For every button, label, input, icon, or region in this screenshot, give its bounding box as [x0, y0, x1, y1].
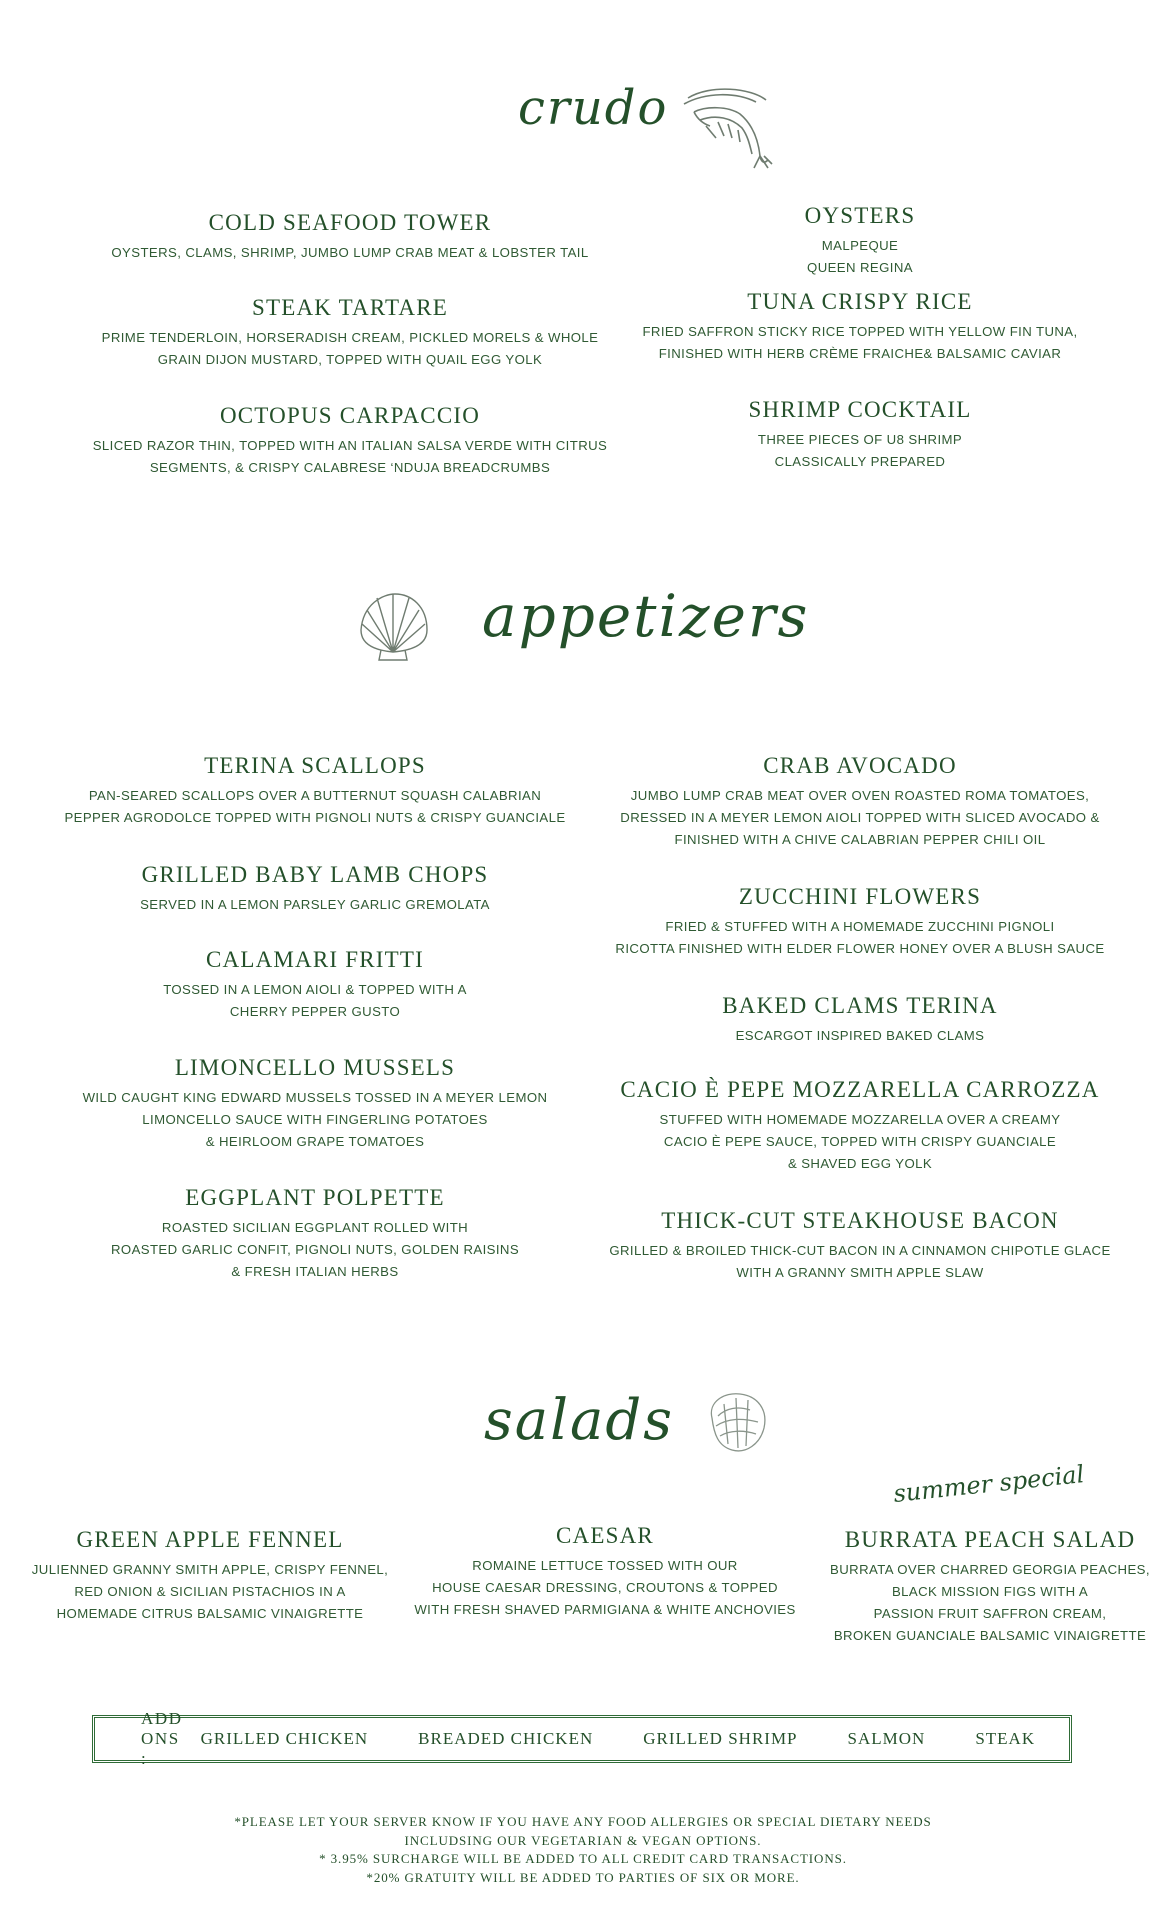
addon-option: BREADED CHICKEN	[418, 1729, 594, 1748]
note-line: * 3.95% SURCHARGE WILL BE ADDED TO ALL CREDIT CARD TRANSACTIONS.	[319, 1851, 847, 1866]
item-desc: BURRATA OVER CHARRED GEORGIA PEACHES,	[830, 1562, 1150, 1577]
item-desc: MALPEQUE	[821, 238, 899, 253]
item-name: CAESAR	[556, 1523, 654, 1548]
section-title-appetizers: appetizers	[482, 582, 810, 650]
oyster-icon	[702, 1388, 772, 1458]
item-name: ZUCCHINI FLOWERS	[738, 884, 982, 909]
menu-item	[15, 753, 615, 829]
item-desc: THREE PIECES OF U8 SHRIMP	[757, 432, 963, 447]
item-desc: LIMONCELLO SAUCE WITH FINGERLING POTATOES	[142, 1112, 488, 1127]
addons-box	[92, 1709, 1072, 1768]
item-desc: OYSTERS, CLAMS, SHRIMP, JUMBO LUMP CRAB MEAT & LOBSTER TAIL	[111, 245, 589, 260]
item-desc: ROASTED SICILIAN EGGPLANT ROLLED WITH	[161, 1220, 469, 1235]
item-desc: CLASSICALLY PREPARED	[774, 454, 946, 469]
item-desc: SEGMENTS, & CRISPY CALABRESE ‘NDUJA BREADCRUMBS	[149, 460, 551, 475]
item-name: CALAMARI FRITTI	[206, 947, 424, 972]
item-desc: RICOTTA FINISHED WITH ELDER FLOWER HONEY OVER A BLUSH SAUCE	[615, 941, 1105, 956]
item-name: STEAK TARTARE	[251, 295, 449, 320]
item-desc: BROKEN GUANCIALE BALSAMIC VINAIGRETTE	[833, 1628, 1147, 1643]
shrimp-icon	[676, 80, 786, 170]
menu-item	[560, 884, 1160, 960]
menu-item	[50, 403, 650, 479]
item-name: GREEN APPLE FENNEL	[76, 1527, 344, 1552]
item-desc: WITH A GRANNY SMITH APPLE SLAW	[736, 1265, 984, 1280]
item-desc: DRESSED IN A MEYER LEMON AIOLI TOPPED WITH SLICED AVOCADO &	[620, 810, 1100, 825]
item-desc: FINISHED WITH HERB CRÈME FRAICHE& BALSAMIC CAVIAR	[658, 346, 1062, 361]
addon-option: GRILLED SHRIMP	[643, 1729, 798, 1748]
item-name: BAKED CLAMS TERINA	[722, 993, 998, 1018]
menu-item	[50, 295, 650, 371]
section-title-salads: salads	[484, 1388, 675, 1453]
item-desc: STUFFED WITH HOMEMADE MOZZARELLA OVER A CREAMY	[659, 1112, 1061, 1127]
item-desc: & SHAVED EGG YOLK	[787, 1156, 933, 1171]
item-name: COLD SEAFOOD TOWER	[208, 210, 492, 235]
menu-item	[15, 947, 615, 1023]
addon-option: GRILLED CHICKEN	[200, 1729, 369, 1748]
menu-item	[610, 203, 1110, 279]
item-desc: SLICED RAZOR THIN, TOPPED WITH AN ITALIAN SALSA VERDE WITH CITRUS	[92, 438, 608, 453]
item-name: GRILLED BABY LAMB CHOPS	[141, 862, 489, 887]
item-desc: ROMAINE LETTUCE TOSSED WITH OUR	[472, 1558, 738, 1573]
item-desc: SERVED IN A LEMON PARSLEY GARLIC GREMOLATA	[140, 897, 490, 912]
menu-item	[50, 210, 650, 264]
item-desc: PASSION FRUIT SAFFRON CREAM,	[873, 1606, 1107, 1621]
menu-item	[15, 1055, 615, 1153]
section-title-crudo: crudo	[518, 80, 669, 136]
note-line: *PLEASE LET YOUR SERVER KNOW IF YOU HAVE ANY FOOD ALLERGIES OR SPECIAL DIETARY NEEDS	[234, 1814, 932, 1829]
menu-item	[560, 1077, 1160, 1175]
menu-item	[15, 862, 615, 916]
item-desc: & FRESH ITALIAN HERBS	[231, 1264, 399, 1279]
menu-item	[610, 397, 1110, 473]
item-desc: GRAIN DIJON MUSTARD, TOPPED WITH QUAIL EGG YOLK	[157, 352, 543, 367]
item-name: CRAB AVOCADO	[763, 753, 957, 778]
menu-item	[560, 993, 1160, 1047]
item-name: EGGPLANT POLPETTE	[185, 1185, 445, 1210]
item-desc: CHERRY PEPPER GUSTO	[229, 1004, 401, 1019]
item-name: CACIO È PEPE MOZZARELLA CARROZZA	[620, 1077, 1100, 1102]
item-desc: WITH FRESH SHAVED PARMIGIANA & WHITE ANCHOVIES	[414, 1602, 796, 1617]
note-line: *20% GRATUITY WILL BE ADDED TO PARTIES OF SIX OR MORE.	[366, 1869, 800, 1885]
item-name: TERINA SCALLOPS	[204, 753, 426, 778]
item-desc: PRIME TENDERLOIN, HORSERADISH CREAM, PICKLED MORELS & WHOLE	[101, 330, 599, 345]
addons-label: ADD ONS :	[141, 1709, 183, 1768]
item-name: LIMONCELLO MUSSELS	[174, 1055, 456, 1080]
menu-item	[820, 1527, 1160, 1647]
menu-item	[15, 1185, 615, 1283]
addon-option: SALMON	[847, 1729, 926, 1748]
item-desc: FINISHED WITH A CHIVE CALABRIAN PEPPER CHILI OIL	[674, 832, 1046, 847]
item-desc: JULIENNED GRANNY SMITH APPLE, CRISPY FENNEL,	[31, 1562, 389, 1577]
item-desc: FRIED & STUFFED WITH A HOMEMADE ZUCCHINI PIGNOLI	[665, 919, 1055, 934]
item-desc: PEPPER AGRODOLCE TOPPED WITH PIGNOLI NUTS & CRISPY GUANCIALE	[64, 810, 566, 825]
item-desc: CACIO È PEPE SAUCE, TOPPED WITH CRISPY GUANCIALE	[663, 1134, 1057, 1149]
item-desc: HOMEMADE CITRUS BALSAMIC VINAIGRETTE	[56, 1606, 364, 1621]
item-name: THICK-CUT STEAKHOUSE BACON	[661, 1208, 1059, 1233]
item-desc: HOUSE CAESAR DRESSING, CROUTONS & TOPPED	[432, 1580, 778, 1595]
menu-item	[400, 1523, 810, 1621]
item-name: SHRIMP COCKTAIL	[748, 397, 972, 422]
item-name: OYSTERS	[804, 203, 916, 228]
menu-item	[560, 753, 1160, 851]
item-name: TUNA CRISPY RICE	[747, 289, 973, 314]
addon-option: STEAK	[975, 1729, 1036, 1748]
item-desc: PAN-SEARED SCALLOPS OVER A BUTTERNUT SQUASH CALABRIAN	[88, 788, 542, 803]
item-desc: RED ONION & SICILIAN PISTACHIOS IN A	[74, 1584, 346, 1599]
item-desc: TOSSED IN A LEMON AIOLI & TOPPED WITH A	[163, 982, 467, 997]
scallop-shell-icon	[353, 590, 433, 664]
item-desc: FRIED SAFFRON STICKY RICE TOPPED WITH YELLOW FIN TUNA,	[642, 324, 1078, 339]
summer-special-label: summer special	[892, 1460, 1086, 1508]
item-name: BURRATA PEACH SALAD	[844, 1527, 1136, 1552]
item-desc: JUMBO LUMP CRAB MEAT OVER OVEN ROASTED ROMA TOMATOES,	[630, 788, 1090, 803]
menu-item	[20, 1527, 400, 1625]
menu-item	[610, 289, 1110, 365]
footer-notes	[0, 1813, 1166, 1887]
item-desc: WILD CAUGHT KING EDWARD MUSSELS TOSSED IN A MEYER LEMON	[82, 1090, 548, 1105]
item-desc: BLACK MISSION FIGS WITH A	[891, 1584, 1089, 1599]
item-desc: ESCARGOT INSPIRED BAKED CLAMS	[735, 1028, 985, 1043]
item-desc: ROASTED GARLIC CONFIT, PIGNOLI NUTS, GOLDEN RAISINS	[110, 1242, 520, 1257]
item-desc: & HEIRLOOM GRAPE TOMATOES	[205, 1134, 425, 1149]
item-name: OCTOPUS CARPACCIO	[219, 403, 481, 428]
menu-item	[560, 1208, 1160, 1284]
note-line: INCLUDSING OUR VEGETARIAN & VEGAN OPTIONS.	[404, 1832, 762, 1848]
item-desc: QUEEN REGINA	[807, 260, 913, 275]
item-desc: GRILLED & BROILED THICK-CUT BACON IN A CINNAMON CHIPOTLE GLACE	[609, 1243, 1111, 1258]
